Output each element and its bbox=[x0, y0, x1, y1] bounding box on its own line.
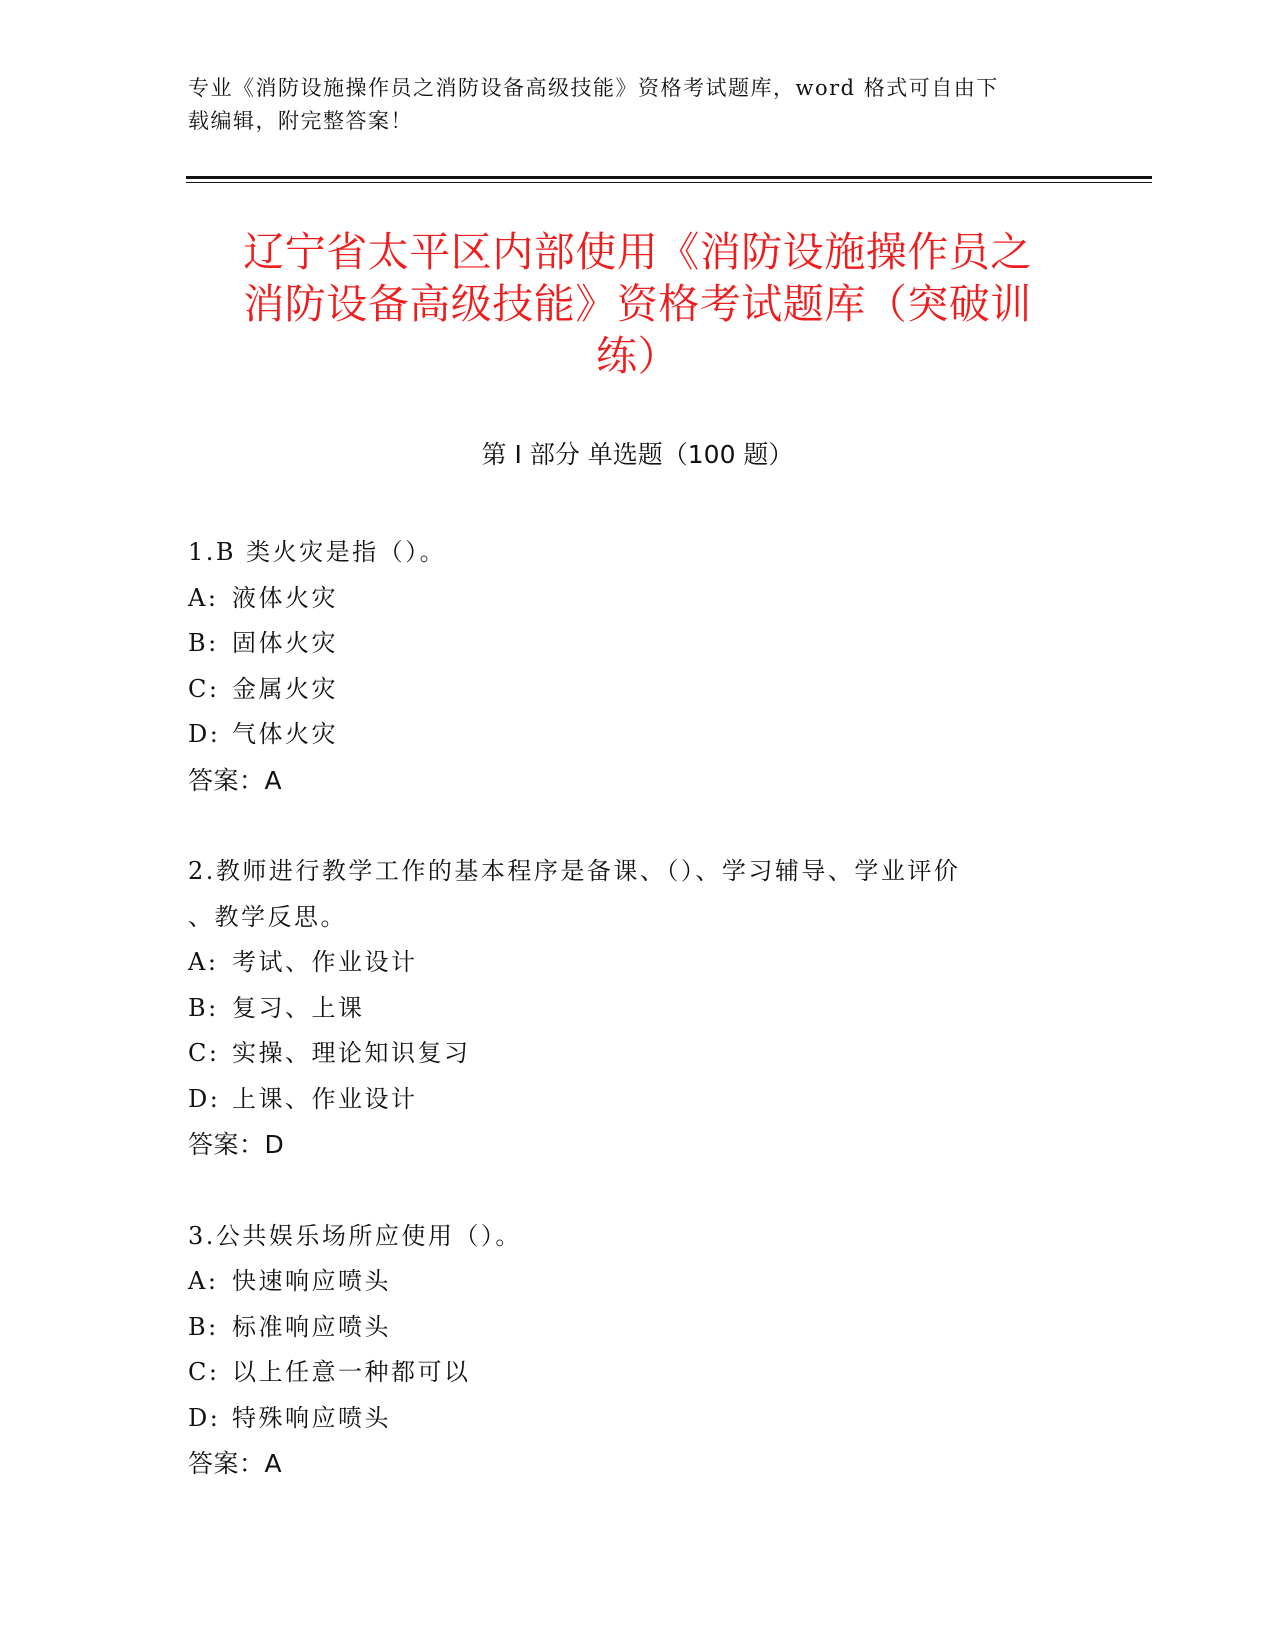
option-c bbox=[188, 1031, 1068, 1077]
option-key: B: bbox=[188, 629, 219, 657]
question-list bbox=[188, 530, 1068, 1533]
option-text: 考试、作业设计 bbox=[232, 948, 418, 976]
header-note-line-2: 载编辑，附完整答案！ bbox=[188, 109, 413, 133]
option-text: 上课、作业设计 bbox=[232, 1084, 418, 1113]
option-text: 实操、理论知识复习 bbox=[232, 1039, 471, 1067]
option-key: C: bbox=[188, 1358, 220, 1386]
option-a bbox=[188, 1259, 1068, 1305]
question-stem-continued: 、教学反思。 bbox=[188, 902, 347, 931]
option-d bbox=[188, 1396, 1068, 1442]
question-stem: 2.教师进行教学工作的基本程序是备课、（）、学习辅导、学业评价 bbox=[188, 857, 961, 885]
option-text: 复习、上课 bbox=[232, 993, 365, 1022]
header-note-line-1: 专业《消防设施操作员之消防设备高级技能》资格考试题库，word 格式可自由下 bbox=[188, 76, 999, 100]
option-key: A: bbox=[188, 948, 219, 976]
option-d bbox=[188, 1077, 1068, 1123]
option-key: D: bbox=[188, 1084, 221, 1113]
question-1 bbox=[188, 530, 1068, 803]
option-d bbox=[188, 712, 1068, 758]
option-b bbox=[188, 986, 1068, 1032]
document-title-line-3: 练） bbox=[596, 332, 679, 380]
option-text: 标准响应喷头 bbox=[232, 1312, 391, 1341]
question-stem: 1.B 类火灾是指（）。 bbox=[188, 538, 447, 566]
document-title-line-1: 辽宁省太平区内部使用《消防设施操作员之 bbox=[243, 228, 1032, 276]
option-text: 以上任意一种都可以 bbox=[232, 1358, 471, 1386]
option-text: 固体火灾 bbox=[232, 629, 338, 657]
option-key: B: bbox=[188, 1312, 219, 1341]
option-c bbox=[188, 1350, 1068, 1396]
answer: 答案：D bbox=[188, 1130, 285, 1159]
option-key: B: bbox=[188, 993, 219, 1022]
option-a bbox=[188, 576, 1068, 622]
option-key: C: bbox=[188, 1039, 220, 1067]
option-text: 金属火灾 bbox=[232, 674, 338, 703]
option-text: 液体火灾 bbox=[232, 583, 338, 612]
option-key: C: bbox=[188, 674, 220, 703]
option-key: D: bbox=[188, 1403, 221, 1432]
option-key: A: bbox=[188, 583, 219, 612]
document-title bbox=[190, 226, 1085, 382]
option-a bbox=[188, 940, 1068, 986]
option-c bbox=[188, 667, 1068, 713]
answer: 答案：A bbox=[188, 1449, 283, 1478]
document-title-line-2: 消防设备高级技能》资格考试题库（突破训 bbox=[243, 280, 1032, 328]
header-divider-thick bbox=[186, 176, 1152, 179]
option-key: D: bbox=[188, 720, 221, 748]
option-text: 快速响应喷头 bbox=[232, 1267, 391, 1295]
section-heading: 第 I 部分 单选题（100 题） bbox=[481, 440, 794, 469]
answer: 答案：A bbox=[188, 765, 283, 795]
option-text: 气体火灾 bbox=[232, 720, 338, 748]
question-stem: 3.公共娱乐场所应使用（）。 bbox=[188, 1221, 522, 1250]
header-divider-thin bbox=[186, 182, 1152, 183]
option-b bbox=[188, 1305, 1068, 1351]
header-note bbox=[188, 72, 1068, 138]
question-2 bbox=[188, 849, 1068, 1168]
option-b bbox=[188, 621, 1068, 667]
question-3 bbox=[188, 1214, 1068, 1487]
option-key: A: bbox=[188, 1267, 219, 1295]
option-text: 特殊响应喷头 bbox=[232, 1403, 391, 1432]
